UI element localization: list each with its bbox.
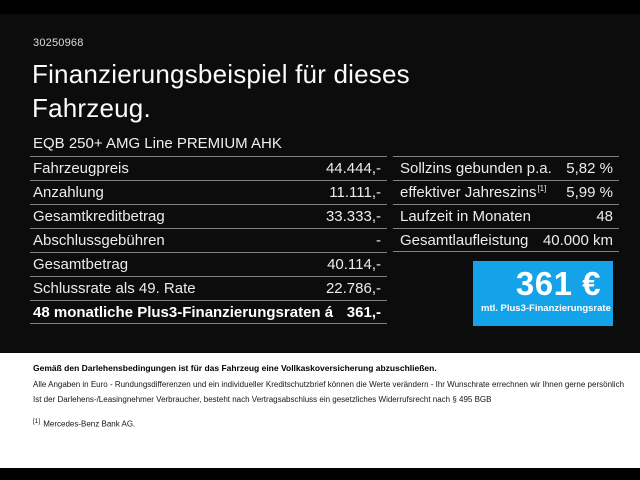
- row-label: Abschlussgebühren: [33, 232, 165, 249]
- row-value: 44.444,-: [325, 160, 381, 177]
- page-title: Finanzierungsbeispiel für dieses Fahrzeug.: [32, 59, 410, 123]
- footnote-text: Mercedes-Benz Bank AG.: [43, 419, 136, 429]
- legal-line-angaben: Alle Angaben in Euro - Rundungsdifferenzen und ein individueller Kreditschutzbrief können die Werte verändern - Ihr Wunschrate errechnen wir Ihnen gerne persönlich: [33, 380, 625, 389]
- row-label: 48 monatliche Plus3-Finanzierungsraten á: [33, 303, 334, 321]
- row-label: Schlussrate als 49. Rate: [33, 280, 196, 297]
- row-label: Fahrzeugpreis: [33, 160, 129, 177]
- legal-footer-band: [0, 353, 640, 468]
- monthly-rate-caption: mtl. Plus3-Finanzierungsrate: [481, 303, 611, 314]
- row-label: Laufzeit in Monaten: [400, 208, 531, 225]
- bottom-letterbox-strip: [0, 468, 640, 480]
- table-row-gesamtkreditbetrag: [30, 204, 387, 228]
- legal-footnote-line: [33, 415, 640, 432]
- table-row-sollzins: [393, 156, 619, 180]
- vehicle-model-label: EQB 250+ AMG Line PREMIUM AHK: [33, 135, 282, 152]
- offer-reference-number: 30250968: [33, 37, 84, 49]
- row-value: 22.786,-: [325, 280, 381, 297]
- row-value: 40.000 km: [542, 231, 613, 249]
- table-row-fahrzeugpreis: [30, 156, 387, 180]
- row-value: -: [376, 232, 381, 249]
- row-value: 48: [596, 208, 613, 225]
- footnote-marker: [1]: [33, 418, 41, 425]
- row-value: 40.114,-: [327, 256, 381, 273]
- row-label: Anzahlung: [33, 184, 104, 201]
- table-row-monatsraten: [30, 300, 387, 324]
- row-label: Gesamtbetrag: [33, 256, 129, 273]
- table-row-effektiver-jahreszins: [393, 180, 619, 204]
- table-row-schlussrate: [30, 276, 387, 300]
- conditions-table: [393, 156, 619, 252]
- top-letterbox-strip: [0, 0, 640, 14]
- row-label: Sollzins gebunden p.a.: [400, 160, 552, 177]
- row-value: 5,99 %: [566, 184, 613, 201]
- legal-line-vollkasko: Gemäß den Darlehensbedingungen ist für das Fahrzeug eine Vollkaskoversicherung abzuschließen.: [33, 363, 437, 373]
- footnote-marker: [1]: [537, 184, 547, 193]
- row-value: 361,-: [346, 303, 381, 321]
- monthly-rate-badge: [473, 261, 613, 326]
- legal-line-widerrufsrecht: Ist der Darlehens-/Leasingnehmer Verbraucher, besteht nach Vertragsabschluss ein gesetzliches Widerrufsrecht nach § 495 BGB: [33, 395, 492, 404]
- row-label: Gesamtlaufleistung: [400, 231, 529, 249]
- table-row-gesamtbetrag: [30, 252, 387, 276]
- row-value: 33.333,-: [325, 208, 381, 225]
- table-row-abschlussgebuehren: [30, 228, 387, 252]
- row-label: effektiver Jahreszins[1]: [400, 184, 547, 201]
- row-value: 5,82 %: [566, 160, 613, 177]
- table-row-gesamtlaufleistung: [393, 228, 619, 252]
- table-row-anzahlung: [30, 180, 387, 204]
- monthly-rate-amount: 361 €: [515, 265, 601, 302]
- financing-table: [30, 156, 387, 324]
- row-label: Gesamtkreditbetrag: [33, 208, 165, 225]
- table-row-laufzeit: [393, 204, 619, 228]
- row-value: 11.111,-: [329, 184, 381, 201]
